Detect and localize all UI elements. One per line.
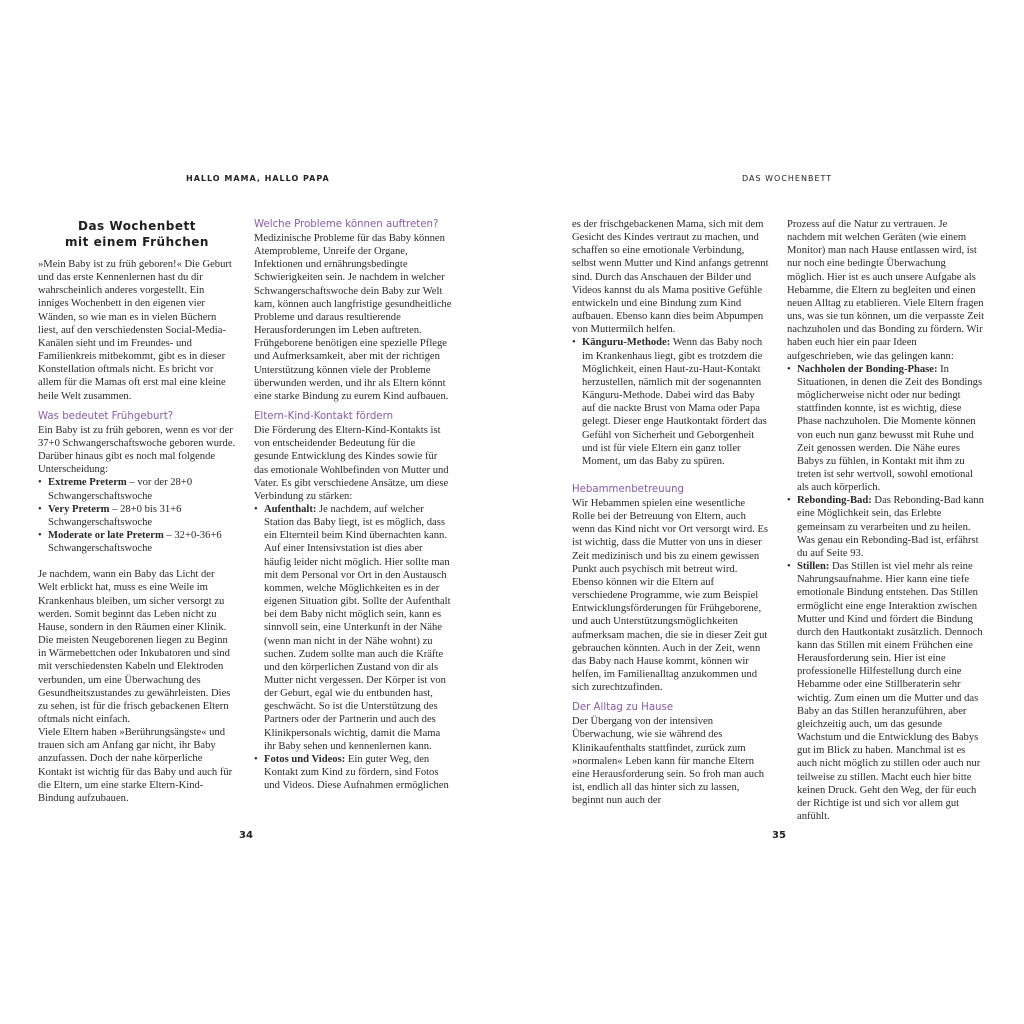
list-text: – vor der 28+0 Schwangerschaftswoche <box>48 477 193 502</box>
list-item <box>787 363 985 495</box>
section-heading-fruehgeburt: Was bedeutet Frühgeburt? <box>38 410 174 422</box>
section-heading-hebammenbetreuung: Hebammenbetreuung <box>572 483 685 495</box>
list-term: Rebonding-Bad: <box>797 495 872 507</box>
list-term: Extreme Preterm <box>48 477 127 489</box>
chapter-title-line-1: Das Wochenbett <box>78 219 196 233</box>
section-heading-eltern-kind-kontakt: Eltern-Kind-Kontakt fördern <box>254 411 394 423</box>
page-number-left: 34 <box>239 830 253 841</box>
paragraph: Wir Hebammen spielen eine wesentliche Rolle bei der Betreuung von Eltern, auch wenn das Kind nicht vor Ort versorgt wird. Es ist wichtig, dass die Mutter von uns in dieser Zeit medizinisch und bis zu einem gewissen Punkt auch psychisch mit betreut wird. <box>572 497 769 575</box>
list-term: Very Preterm <box>48 503 110 515</box>
list-item <box>572 336 770 468</box>
paragraph: Medizinische Probleme für das Baby können Atemprobleme, Unreife der Organe, Infektionen und ernährungsbedingte Schwierigkeiten sein. Je nachdem in welcher Schwangerschaftswoche dein Baby zur Welt kam, können auch langfristige gesundheitliche Probleme und daraus resultierende Herausforderungen im Leben auftreten. Frühgeborene benötigen eine spezielle Pflege und Aufmerksamkeit, aber mit der richtigen Unterstützung können viele der Probleme überwunden werden, und ihr als Eltern könnt eine starke Bindung zu eurem Kind aufbauen. <box>254 233 452 402</box>
list-item <box>38 503 236 529</box>
list-text: – 32+0-36+6 Schwangerschaftswoche <box>48 529 222 555</box>
list-text: Das Rebonding-Bad kann eine Möglichkeit sein, das Erlebte gemeinsam zu verarbeiten und zu heilen. Was genau ein Rebonding-Bad ist, erfährst du auf Seite 93. <box>797 495 984 559</box>
list-text: Je nachdem, auf welcher Station das Baby liegt, ist es möglich, dass ein Elternteil beim Kind übernachten kann. Auf einer Intensivstation ist dies aber häufig leider nicht möglich. Hier sollte man mit dem Personal vor Ort in den Austausch kommen, welche Möglichkeiten es in der eigenen Situation gibt. Sollte der Aufenthalt bei dem Baby nicht möglich sein, kann es sinnvoll sein, eine Unterkunft in der Nähe (wenn man nicht in der Nähe wohnt) zu suchen. Zudem sollte man auch die Kräfte und den körperlichen Zustand von dir als Mutter nicht vergessen. Der Körper ist von der Geburt, egal wie du entbunden hast, geschwächt. So ist die Unterstützung des Partners oder der Partnerin und auch des Klinikpersonals wichtig, damit die Mama ihr Baby sehen und kennenlernen kann. <box>264 503 451 752</box>
list-term: Känguru-Methode: <box>582 337 671 349</box>
intro-paragraph: »Mein Baby ist zu früh geboren!« Die Geburt und das erste Kennenlernen hast du dir wahrscheinlich anderes vorgestellt. Ein inniges Wochenbett in den eigenen vier Wänden, so wie man es in vielen Büchern liest, auf den verschiedensten Social-Media-Kanälen sieht und im Freundes- und Familienkreis mitbekommt, gibt es in dieser Konstellation oftmals nicht. Es bricht vor allem für die Mamas oft erst mal eine kleine heile Welt zusammen. <box>38 259 232 402</box>
running-header-right: DAS WOCHENBETT <box>742 174 833 183</box>
paragraph: Prozess auf die Natur zu vertrauen. Je nachdem mit welchen Geräten (wie einem Monitor) man nach Hause entlassen wird, ist nur noch eine bedingte Überwachung möglich. Hier ist es auch unsere Aufgabe als Hebamme, die Eltern zu begleiten und einen neuen Alltag zu etablieren. Viele Eltern fragen uns, was sie tun können, um die verpasste Zeit nachzuholen und das Bonding zu fördern. Wir haben euch hier ein paar Ideen aufgeschrieben, wie das gelingen kann: <box>787 219 985 362</box>
list-text: – 28+0 bis 31+6 Schwangerschaftswoche <box>48 503 182 528</box>
list-term: Moderate or late Preterm <box>48 529 164 541</box>
paragraph: es der frischgebackenen Mama, sich mit dem Gesicht des Kindes vertraut zu machen, und schaffen so eine emotionale Verbindung, selbst wenn Mutter und Kind anfangs getrennt sind. Durch das Anschauen der Bilder und Videos kannst du als Mama positive Gefühle entwickeln und eine Bindung zum Kind aufbauen. Ebenso kann dies beim Abpumpen von Muttermilch helfen. <box>572 219 769 336</box>
list-text: Wenn das Baby noch im Krankenhaus liegt, gibt es trotzdem die Möglichkeit, einen Haut-zu-Haut-Kontakt herzustellen, nämlich mit der sogenannten Känguru-Methode. Dabei wird das Baby auf die nackte Brust von Mama oder Papa gelegt. Dieser enge Hautkontakt fördert das Gefühl von Sicherheit und Geborgenheit und ist für viele Eltern ein ganz toller Moment, um das Baby zu spüren. <box>582 337 767 467</box>
paragraph: Die Förderung des Eltern-Kind-Kontakts ist von entscheidender Bedeutung für die gesunde Entwicklung des Kindes sowie für das emotionale Wohlbefinden von Mutter und Vater. Es gibt verschiedene Ansätze, um diese Verbindung zu stärken: <box>254 425 449 502</box>
list-term: Stillen: <box>797 561 830 573</box>
list-text: Das Stillen ist viel mehr als reine Nahrungsaufnahme. Hier kann eine tiefe emotionale Bindung entstehen. Das Stillen ermöglicht eine enge Interaktion zwischen Mutter und Kind und fördert die Bindung durch den Hautkontakt zusätzlich. Dennoch kann das Stillen mit einem Frühchen eine Herausforderung sein. Hier ist eine professionelle Hilfestellung durch eine Hebamme oder eine Stillberaterin sehr wichtig. Zum einen um die Mutter und das Baby an das Stillen heranzuführen, aber gleichzeitig auch, um das gesunde Wachstum und die Entwicklung des Babys gut im Blick zu haben. Manchmal ist es auch nicht möglich zu stillen oder auch nur teilweise zu stillen. Macht euch hier bitte keinen Druck. Geht den Weg, der für euch der Richtige ist und sich vor allem gut anfühlt. <box>797 561 983 823</box>
running-header-left: HALLO MAMA, HALLO PAPA <box>186 174 330 183</box>
paragraph: Viele Eltern haben »Berührungsängste« und trauen sich am Anfang gar nicht, ihr Baby anzufassen. Doch der nahe körperliche Kontakt ist wichtig für das Baby und auch für die Eltern, um eine starke Eltern-Kind-Bindung aufzubauen. <box>38 727 233 804</box>
chapter-title <box>38 218 236 250</box>
bonding-list <box>787 363 985 823</box>
kangaroo-list <box>572 336 770 468</box>
paragraph: Ein Baby ist zu früh geboren, wenn es vor der 37+0 Schwangerschaftswoche geboren wurde. Darüber hinaus gibt es noch mal folgende Unterscheidung: <box>38 424 236 476</box>
section-heading-alltag: Der Alltag zu Hause <box>572 702 674 714</box>
section-heading-probleme: Welche Probleme können auftreten? <box>254 219 439 230</box>
column-2 <box>254 218 452 792</box>
list-term: Nachholen der Bonding-Phase: <box>797 363 938 375</box>
paragraph: Der Übergang von der intensiven Überwachung, wie sie während des Klinikaufenthalts stattfindet, zurück zum »normalen« Leben kann für manche Eltern eine Herausforderung sein. So froh man auch ist, endlich all das hinter sich zu lassen, beginnt nun auch der <box>572 716 765 807</box>
column-3 <box>572 218 770 807</box>
list-item <box>38 529 236 555</box>
contact-list <box>254 503 452 792</box>
chapter-title-line-2: mit einem Frühchen <box>65 235 209 249</box>
list-item <box>254 503 452 753</box>
list-item <box>787 560 985 823</box>
list-term: Aufenthalt: <box>264 503 317 515</box>
list-item <box>254 753 452 792</box>
paragraph: Je nachdem, wann ein Baby das Licht der Welt erblickt hat, muss es eine Weile im Krankenhaus bleiben, um sicher versorgt zu werden. Somit beginnt das Leben nicht zu Hause, sondern in den Räumen einer Klinik. Die meisten Neugeborenen liegen zu Beginn in Wärmebettchen oder Inkubatoren und sind mit verschiedensten Kabeln und Elektroden verbunden, um eine Überwachung des Gesundheitszustandes zu gewährleisten. Dies zu sehen, ist für die frisch gebackenen Eltern oftmals nicht einfach. <box>38 569 231 725</box>
column-4 <box>787 218 985 823</box>
page-number-right: 35 <box>772 830 786 841</box>
list-term: Fotos und Videos: <box>264 753 346 765</box>
list-item <box>38 476 236 502</box>
preterm-list <box>38 476 236 555</box>
column-1 <box>38 218 236 805</box>
list-text: Ein guter Weg, den Kontakt zum Kind zu fördern, sind Fotos und Videos. Diese Aufnahmen ermöglichen <box>264 753 449 792</box>
paragraph: Ebenso können wir die Eltern auf verschiedene Programme, wie zum Beispiel Entwicklungsförderungen für Frühgeborene, und auch Unterstützungsmöglichkeiten aufmerksam machen, die sie in dieser Zeit gut gebrauchen könnten. Auch in der Zeit, wenn das Baby nach Hause kommt, können wir helfen, im Familienalltag anzukommen und sich zurechtzufinden. <box>572 576 768 694</box>
list-item <box>787 494 985 560</box>
list-text: In Situationen, in denen die Zeit des Bondings möglicherweise nicht oder nur bedingt stattfinden konnte, ist es wichtig, diese Phase nachzuholen. Die Momente können von euch nun ganz bewusst mit Ruhe und Zeit genossen werden. Die Nähe eures Babys zu fühlen, in Kontakt mit ihm zu treten ist sehr wertvoll, sowohl emotional als auch körperlich. <box>797 363 983 494</box>
